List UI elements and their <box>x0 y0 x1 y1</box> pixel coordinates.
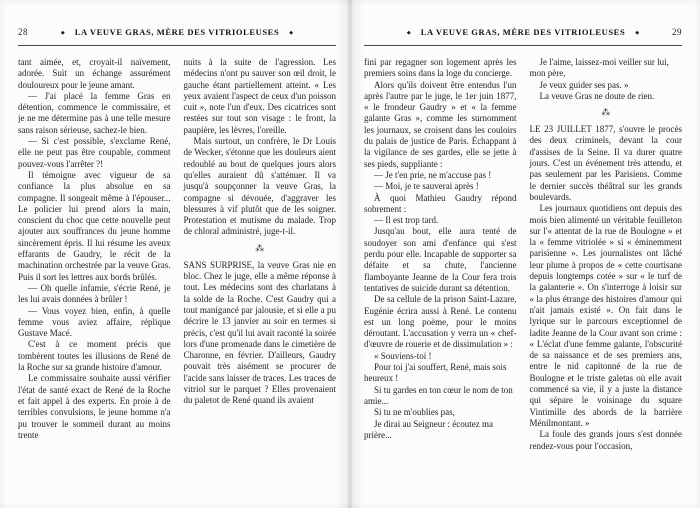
paragraph: — Je t'en prie, ne m'accuse pas ! <box>374 169 492 180</box>
paragraph: Jusqu'au bout, elle aura tenté de soudoyer son ami d'enfance qui s'est perdu pour elle. Incapable de supporter sa défaite et sa chute, l'ancienne flamboyante Jeanne de la Cour fera trois tentatives de suicide durant sa détention. <box>364 226 517 293</box>
paragraph: La veuve Gras ne doute de rien. <box>539 90 655 101</box>
text-column-1 <box>18 57 171 493</box>
paragraph: — Vous voyez bien, enfin, à quelle femme vous aviez affaire, réplique Gustave Macé. <box>18 305 171 339</box>
paragraph: LE 23 JUILLET 1877, s'ouvre le procès des deux criminels, devant la cour d'assises de la Seine. Il va durer quatre jours. C'est un événement très attendu, et pas seulement par les Parisiens. Comme le dernier succès théâtral sur les grands boulevards. <box>529 124 682 202</box>
page-number-left: 28 <box>18 27 28 37</box>
paragraph: À quoi Mathieu Gaudry répond sobrement : <box>364 192 517 214</box>
header-ornament-icon: ◆ <box>635 30 640 36</box>
header-ornament-icon: ◆ <box>60 30 65 36</box>
verse-line: Je dirai au Seigneur : écoutez ma prière... <box>364 418 493 440</box>
page-number-right: 29 <box>672 27 682 37</box>
text-columns-right <box>364 57 682 493</box>
running-title: LA VEUVE GRAS, MÈRE DES VITRIOLEUSES <box>420 27 626 37</box>
verse-line: Si tu gardes en ton cœur le nom de ton amie... <box>364 384 513 406</box>
verse-line: « Souviens-toi ! <box>374 350 432 361</box>
running-title-wrap <box>46 22 308 40</box>
paragraph: nuits à la suite de l'agression. Les médecins n'ont pu sauver son œil droit, le gauche étant partiellement atteint. « Les yeux avaient l'aspect de ceux d'un poisson cuit », note l'un d'eux. Des cicatrices sont restées sur tout son visage : le front, la paupière, les lèvres, l'oreille. <box>183 57 336 135</box>
paragraph: Il témoigne avec vigueur de sa confiance la plus absolue en sa compagne. Il songeait même à l'épouser... Le policier lui prend alors la main, conscient du choc que cette nouvelle peut ajouter aux souffrances du jeune homme sincèrement épris. Il lui résume les aveux effarants de Gaudry, le récit de la machination orchestrée par la veuve Gras. Puis il sort les lettres aux bords brûlés. <box>18 169 171 282</box>
paragraph: Le commissaire souhaite aussi vérifier l'état de santé exact de René de la Roche et fait appel à des experts. En proie à de terribles convulsions, le jeune homme n'a pu trouver le sommeil durant au moins trente <box>18 373 171 440</box>
verse-line: Pour toi j'ai souffert, René, mais sois heureux ! <box>364 362 507 384</box>
header-ornament-icon: ◆ <box>406 30 411 36</box>
page-header-right <box>364 22 682 40</box>
paragraph: C'est à ce moment précis que tombèrent toutes les illusions de René de la Roche sur sa grande histoire d'amour. <box>18 339 171 373</box>
header-rule <box>18 45 336 46</box>
text-column-2 <box>184 57 337 493</box>
section-fleuron-icon: ⁂ <box>255 243 265 254</box>
text-column-4 <box>530 57 683 493</box>
section-fleuron-icon: ⁂ <box>601 108 611 119</box>
verse-line: Je l'aime, laissez-moi veiller sur lui, mon père, <box>529 57 669 79</box>
running-title-wrap <box>392 22 654 40</box>
paragraph: Alors qu'ils doivent être entendus l'un après l'autre par le juge, le 1er juin 1877, « le frondeur Gaudry » et « la femme galante Gras », comme les surnomment les journaux, se croisent dans les couloirs du palais de justice de Paris. Échappant à la vigilance de ses gardes, elle se jette à ses pieds, suppliante : <box>364 79 517 169</box>
text-columns-left <box>18 57 336 493</box>
paragraph: fini par regagner son logement après les premiers soins dans la loge du concierge. <box>364 57 517 79</box>
paragraph: — J'ai placé la femme Gras en détention, commence le commissaire, et je ne me détermine pas à une telle mesure sans raison sérieuse, sachez-le bien. <box>18 90 171 135</box>
page-header-left <box>18 22 336 40</box>
paragraph: tant aimée, et, croyait-il naïvement, adorée. Suit un échange assurément douloureux pour le jeune amant. <box>18 57 171 90</box>
paragraph: — Il est trop tard. <box>374 215 439 226</box>
verse-line: Si tu ne m'oublies pas, <box>374 407 455 418</box>
paragraph: Mais surtout, un confrère, le Dr Louis de Wecker, s'étonne que les douleurs aient redoublé au bout de quelques jours alors qu'elles auraient dû s'atténuer. Il va jusqu'à soupçonner la veuve Gras, la compagne si dévouée, d'aggraver les blessures à vif plutôt que de les soigner. Protestation et mutisme du malade. Trop de chloral administré, juge-t-il. <box>183 136 336 237</box>
paragraph: — Si c'est possible, s'exclame René, elle ne peut pas être coupable, comment pouvez-vous l'arrêter ?! <box>18 136 171 169</box>
running-title: LA VEUVE GRAS, MÈRE DES VITRIOLEUSES <box>74 27 280 37</box>
paragraph: De sa cellule de la prison Saint-Lazare, Eugénie écrira aussi à René. Le contenu est un long poème, pour le moins déroutant. L'accusation y verra un « chef-d'œuvre de rouerie et de dissimulation » : <box>364 294 517 350</box>
paragraph: La foule des grands jours s'est donnée rendez-vous pour l'occasion, <box>529 429 682 451</box>
paragraph: — Oh quelle infamie, s'écrie René, je les lui avais données à brûler ! <box>18 282 171 305</box>
header-rule <box>364 45 682 46</box>
verse-line: Je veux guider ses pas. » <box>539 79 629 90</box>
paragraph: SANS SURPRISE, la veuve Gras nie en bloc. Chez le juge, elle a même réponse à tout. Les médecins sont des charlatans à la solde de la Roche. C'est Gaudry qui a tout manigancé par jalousie, et si elle a pu décrire le 13 janvier au soir en termes si précis, c'est qu'il lui avait raconté la soirée lors d'une promenade dans le cimetière de Charonne, en février. D'ailleurs, Gaudry pouvait très aisément se procurer de l'acide sans laisser de traces. Les traces de vitriol sur le parquet ? Elles provenaient du paletot de René quand ils avaient <box>183 259 336 406</box>
paragraph: Les journaux quotidiens ont depuis des mois bien alimenté un véritable feuilleton sur l'« attentat de la rue de Boulogne » et la « femme vitriolée » si « éminemment parisienne ». Les journalistes ont lâché leur plume à propos de « cette courtisane depuis longtemps cotée » sur « le turf de la galanterie ». On s'interroge à loisir sur « la plus étrange des histoires d'amour qui n'ait jamais existé ». On fait dans le lyrique sur le parcours exceptionnel de ladite Jeanne de la Cour avant son crime : « L'éclat d'une femme galante, l'obscurité de sa naissance et de ses premiers ans, entre le nid capitonné de la rue de Boulogne et le triste galetas où elle avait commencé sa vie, il y a juste la distance qui sépare le voisinage du square Vintimille des abords de la barrière Ménilmontant. » <box>529 203 682 428</box>
header-ornament-icon: ◆ <box>289 30 294 36</box>
page-right <box>350 0 700 508</box>
paragraph: — Moi, je te sauverai après ! <box>374 181 479 192</box>
text-column-3 <box>364 57 517 493</box>
